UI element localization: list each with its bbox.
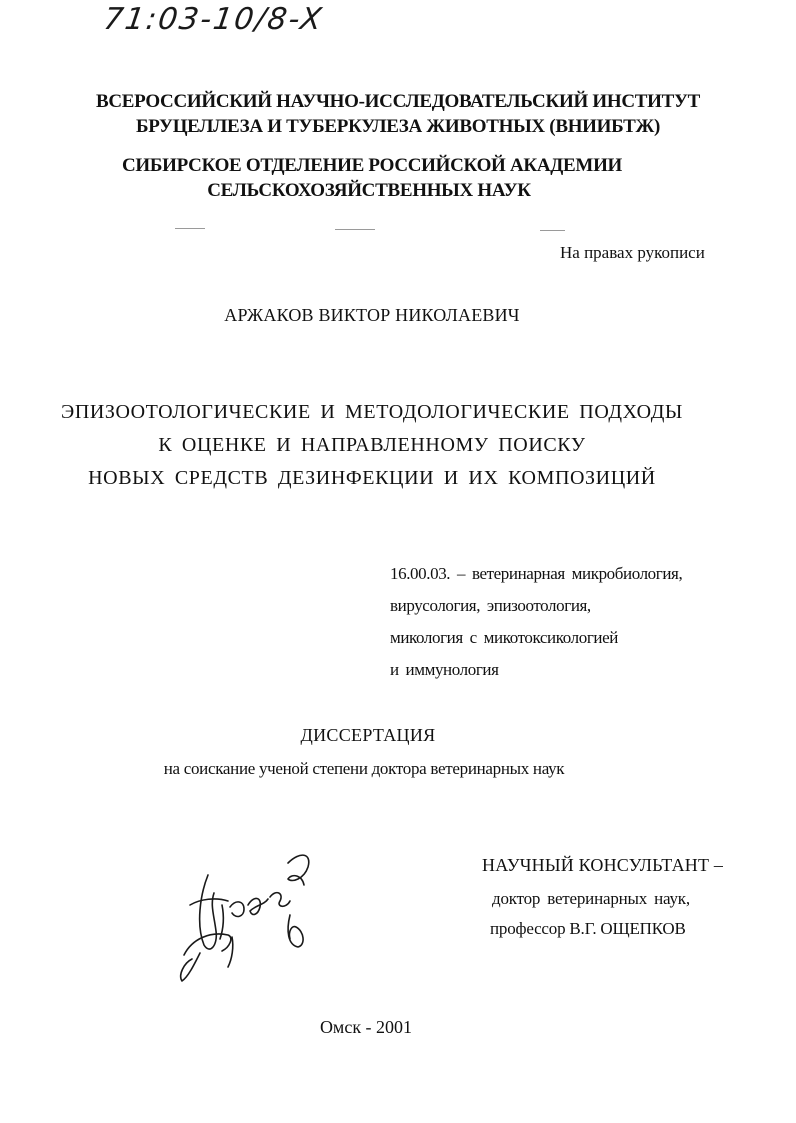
specialty-line-4: и иммунология	[390, 660, 499, 679]
title-line-2: К ОЦЕНКЕ И НАПРАВЛЕННОМУ ПОИСКУ	[158, 434, 586, 456]
manuscript-rights-note: На правах рукописи	[560, 243, 705, 262]
specialty-line-2: вирусология, эпизоотология,	[390, 596, 591, 615]
department-line-2: СЕЛЬСКОХОЗЯЙСТВЕННЫХ НАУК	[207, 180, 531, 201]
institute-line-2: БРУЦЕЛЛЕЗА И ТУБЕРКУЛЕЗА ЖИВОТНЫХ (ВНИИБТЖ)	[135, 116, 661, 137]
degree-sought: на соискание ученой степени доктора ветеринарных наук	[163, 759, 565, 778]
department-line-1: СИБИРСКОЕ ОТДЕЛЕНИЕ РОССИЙСКОЙ АКАДЕМИИ	[121, 155, 623, 176]
specialty-line-1: 16.00.03. – ветеринарная микробиология,	[390, 564, 683, 583]
department-name	[0, 153, 770, 203]
title-line-3: НОВЫХ СРЕДСТВ ДЕЗИНФЕКЦИИ И ИХ КОМПОЗИЦИЙ	[88, 467, 656, 489]
consultant-heading: НАУЧНЫЙ КОНСУЛЬТАНТ –	[482, 855, 724, 875]
specialty-line-3: микология с микотоксикологией	[390, 628, 618, 647]
city-year: Омск - 2001	[319, 1017, 413, 1037]
scan-speck	[335, 229, 375, 230]
archive-code-handwritten: 71:03-10/8-X	[101, 2, 326, 37]
scan-speck	[175, 228, 205, 229]
title-line-1: ЭПИЗООТОЛОГИЧЕСКИЕ И МЕТОДОЛОГИЧЕСКИЕ ПОДХОДЫ	[61, 401, 683, 423]
consultant-name: профессор В.Г. ОЩЕПКОВ	[490, 919, 686, 938]
institute-name	[0, 89, 796, 139]
institute-line-1: ВСЕРОССИЙСКИЙ НАУЧНО-ИССЛЕДОВАТЕЛЬСКИЙ ИНСТИТУТ	[95, 91, 700, 112]
author-name: АРЖАКОВ ВИКТОР НИКОЛАЕВИЧ	[224, 305, 520, 325]
consultant-degree: доктор ветеринарных наук,	[492, 889, 690, 908]
author-signature	[170, 835, 330, 985]
dissertation-title	[0, 396, 770, 495]
work-type: ДИССЕРТАЦИЯ	[300, 725, 436, 745]
scan-speck	[540, 230, 565, 231]
